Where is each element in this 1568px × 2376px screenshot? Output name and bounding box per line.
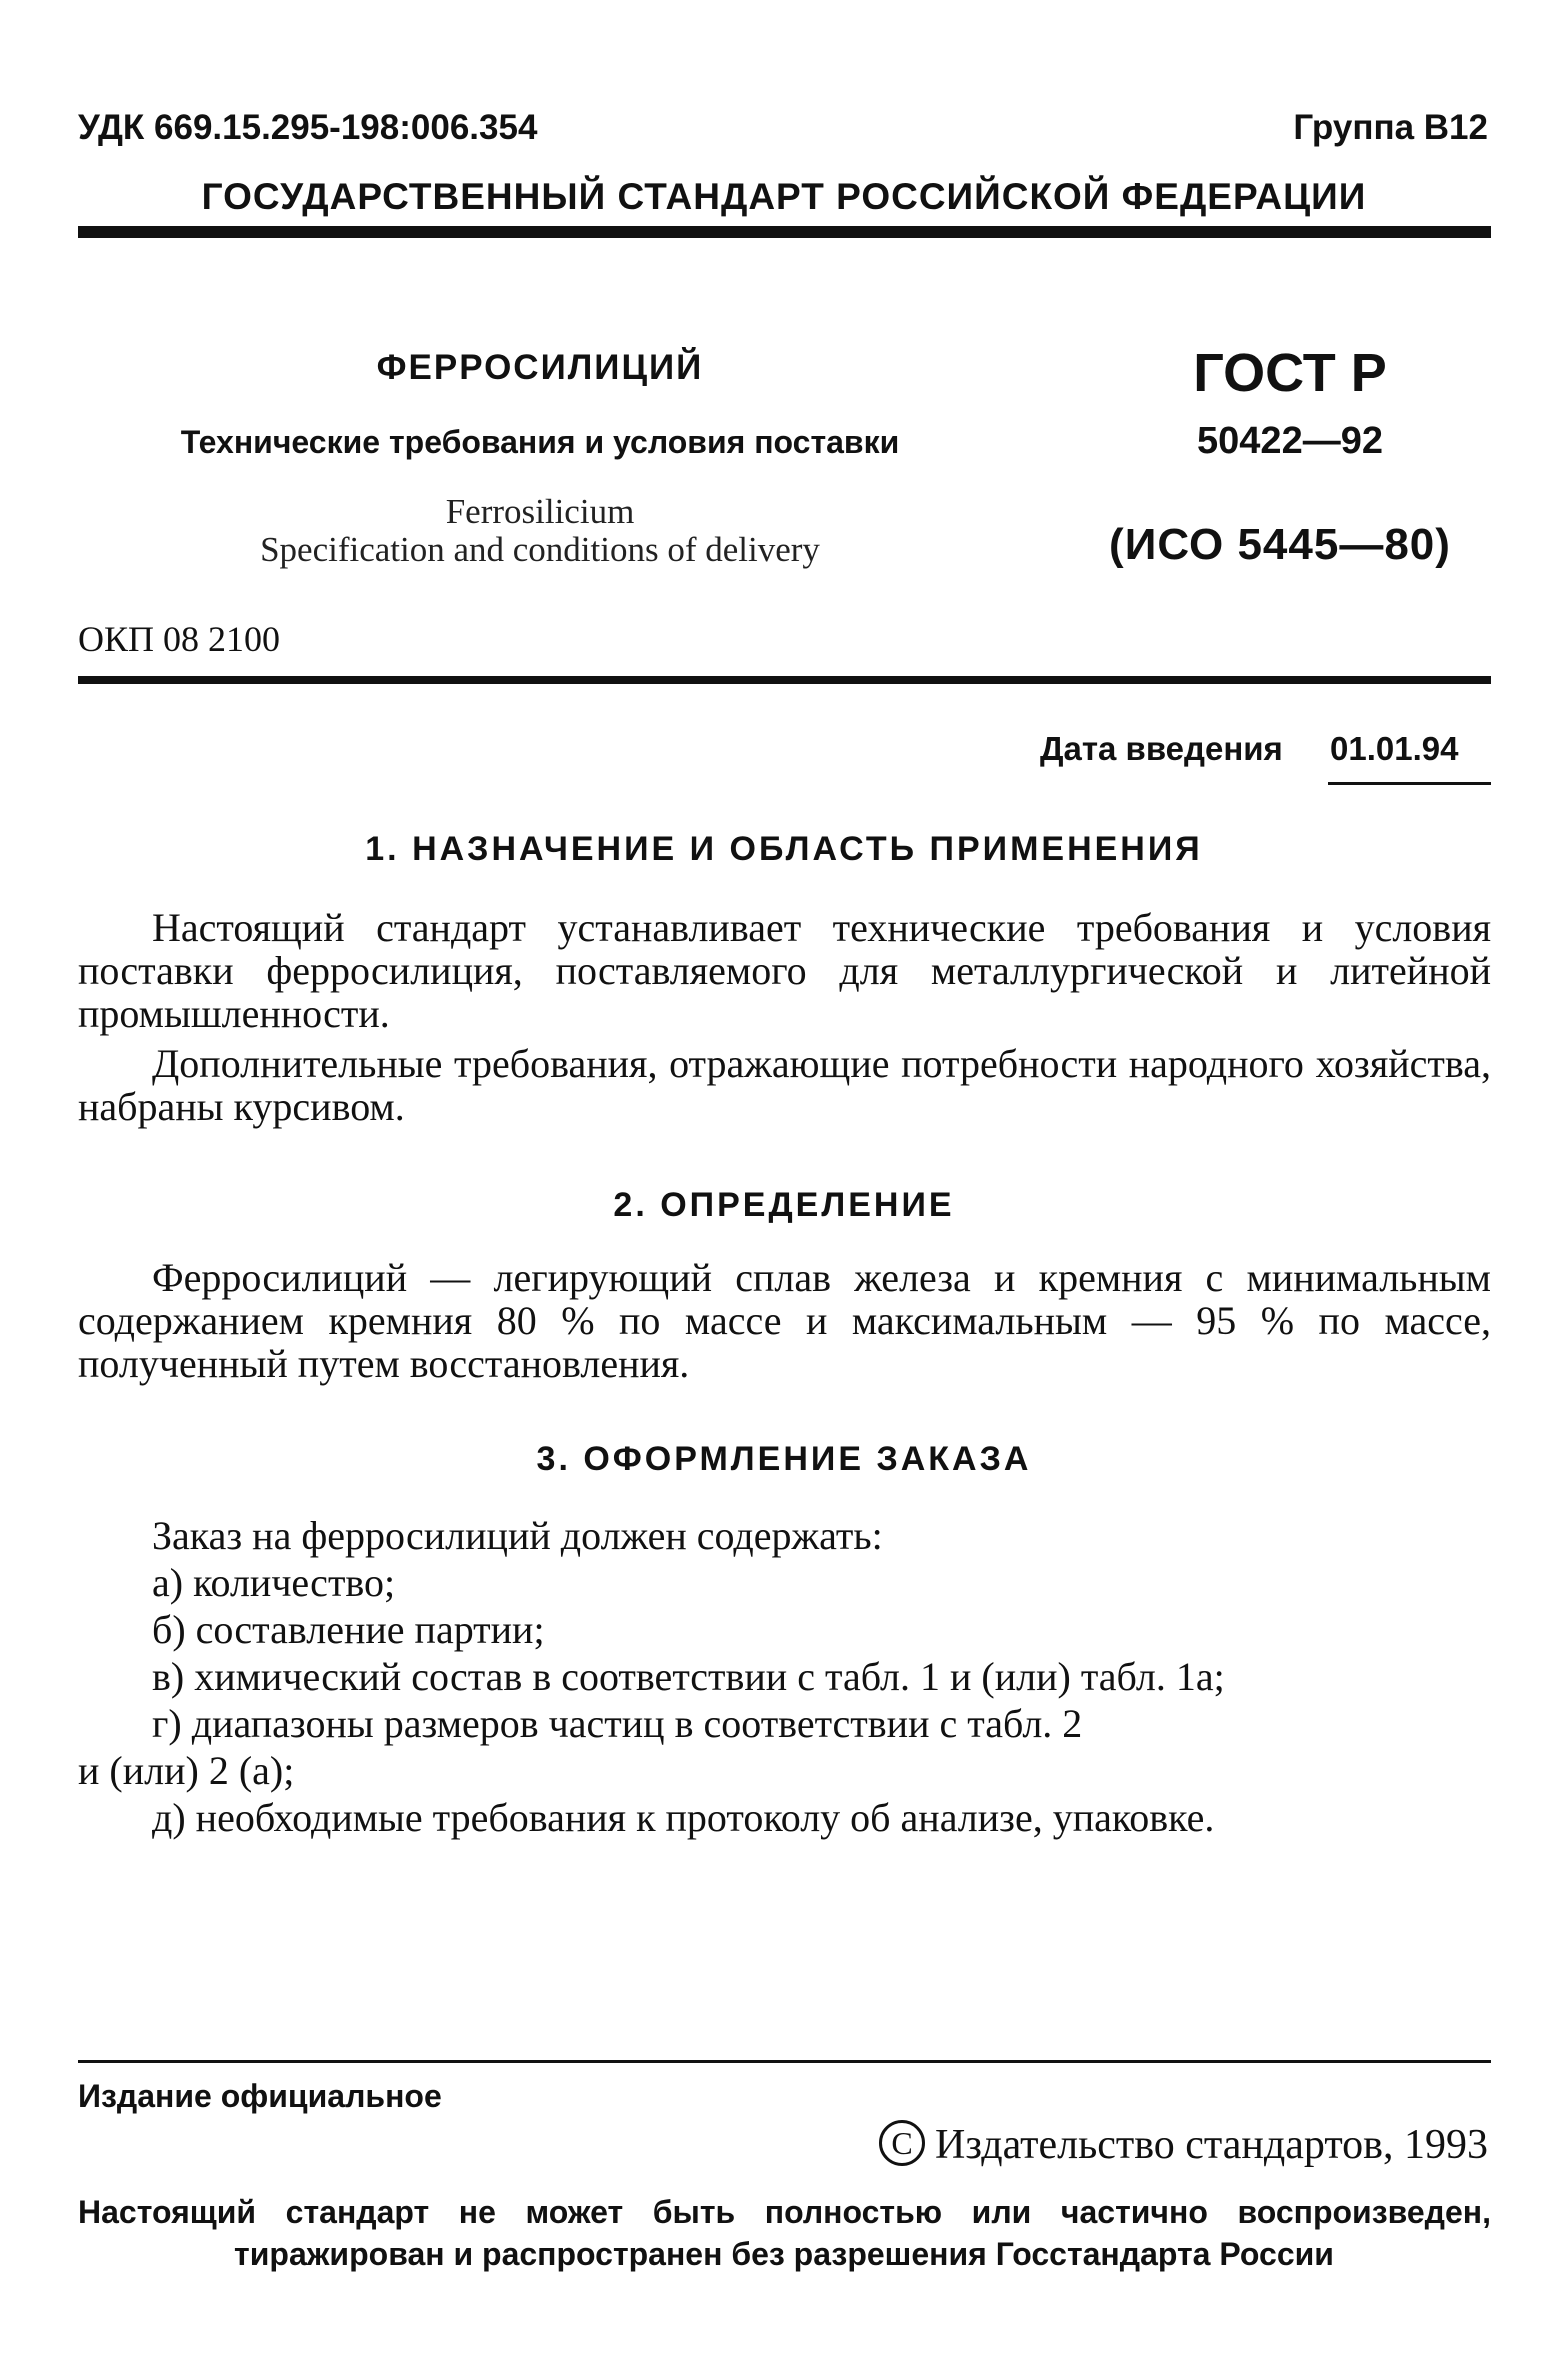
section-3-intro: Заказ на ферросилиций должен содержать:	[152, 1513, 883, 1558]
title-block-rule	[78, 676, 1491, 684]
copyright-line	[879, 2120, 1488, 2169]
order-list-item: в) химический состав в соответствии с табл. 1 и (или) табл. 1а;	[152, 1654, 1225, 1699]
effective-date-label: Дата введения	[1040, 730, 1283, 767]
section-1-heading: 1. НАЗНАЧЕНИЕ И ОБЛАСТЬ ПРИМЕНЕНИЯ	[365, 830, 1203, 868]
date-underline	[1328, 782, 1491, 785]
document-subtitle-en: Specification and conditions of delivery	[260, 530, 820, 569]
section-2-heading: 2. ОПРЕДЕЛЕНИЕ	[613, 1186, 955, 1224]
okp-code: ОКП 08 2100	[78, 619, 281, 659]
reproduction-notice-line-2: тиражирован и распространен без разрешения Госстандарта России	[234, 2236, 1334, 2272]
publisher-text: Издательство стандартов, 1993	[935, 2122, 1488, 2168]
order-list-item: б) составление партии;	[152, 1607, 545, 1652]
gost-label: ГОСТ Р	[1193, 343, 1387, 403]
copyright-icon: C	[879, 2120, 925, 2166]
document-title-en: Ferrosilicium	[445, 492, 635, 531]
group-code: Группа В12	[1293, 108, 1488, 147]
order-list-item: д) необходимые требования к протоколу об анализе, упаковке.	[152, 1795, 1215, 1840]
document-title-ru: ФЕРРОСИЛИЦИЙ	[376, 348, 704, 387]
iso-reference: (ИСО 5445—80)	[1109, 520, 1451, 569]
section-1-paragraph: Дополнительные требования, отражающие потребности народного хозяйства, набраны курсивом.	[78, 1041, 1491, 1129]
gost-number: 50422—92	[1197, 420, 1383, 462]
order-list-item: г) диапазоны размеров частиц в соответствии с табл. 2	[152, 1701, 1083, 1746]
order-list-item: а) количество;	[152, 1560, 396, 1605]
standard-authority-title: ГОСУДАРСТВЕННЫЙ СТАНДАРТ РОССИЙСКОЙ ФЕДЕРАЦИИ	[201, 176, 1367, 217]
edition-label: Издание официальное	[78, 2078, 442, 2114]
effective-date-value: 01.01.94	[1330, 730, 1459, 767]
udk-code: УДК 669.15.295-198:006.354	[78, 108, 538, 147]
reproduction-notice-line-1: Настоящий стандарт не может быть полностью или частично воспроизведен,	[78, 2194, 1491, 2230]
section-3-heading: 3. ОФОРМЛЕНИЕ ЗАКАЗА	[536, 1440, 1032, 1478]
header-thick-rule	[78, 226, 1491, 238]
section-1-paragraph: Настоящий стандарт устанавливает технические требования и условия поставки ферросилиция, поставляемого для металлургической и литейной промышленности.	[78, 905, 1491, 1036]
section-2-paragraph: Ферросилиций — легирующий сплав железа и кремния с минимальным содержанием кремния 80 % по массе и максимальным — 95 % по массе, полученный путем восстановления.	[78, 1255, 1491, 1386]
footer-rule	[78, 2060, 1491, 2063]
order-list-item-continuation: и (или) 2 (а);	[78, 1748, 295, 1793]
document-subtitle-ru: Технические требования и условия поставки	[180, 424, 900, 460]
